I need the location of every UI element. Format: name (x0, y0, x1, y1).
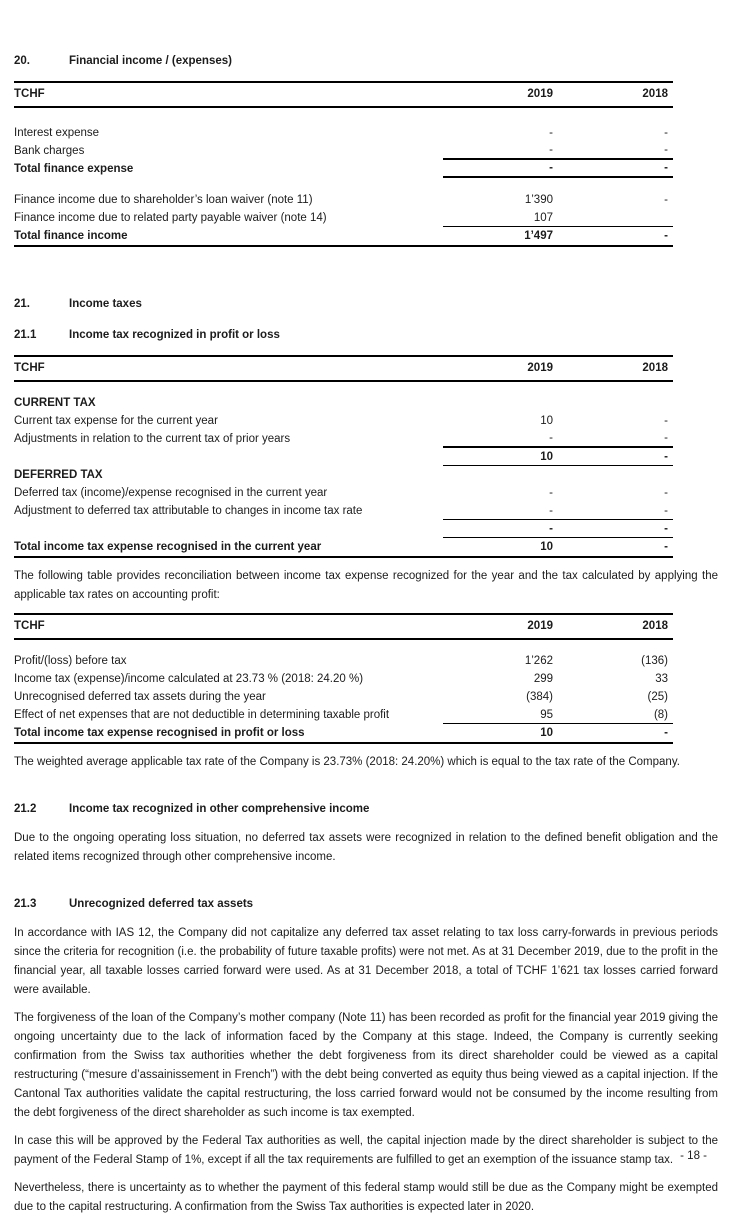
table-row (14, 706, 673, 724)
table-row (14, 502, 673, 520)
col-header-2019: 2019 (527, 88, 553, 100)
value-2018: - (664, 541, 668, 553)
tax-reconciliation-table (14, 613, 673, 744)
col-header-2018: 2018 (642, 362, 668, 374)
value-2018: - (664, 522, 668, 535)
row-label: Finance income due to shareholder’s loan waiver (note 11) (14, 194, 313, 206)
col-header-tchf: TCHF (14, 362, 45, 374)
table-row (14, 142, 673, 160)
row-label: Total finance income (14, 230, 128, 242)
value-2019: 1’390 (524, 194, 553, 206)
table-row (14, 670, 673, 688)
value-2019: - (549, 487, 553, 499)
row-label: CURRENT TAX (14, 397, 96, 409)
value-2019: (384) (526, 691, 553, 703)
section-number: 21.2 (14, 803, 37, 815)
value-2019: 10 (540, 415, 553, 427)
spacer-row (14, 382, 673, 394)
section-heading-21-3 (14, 897, 718, 912)
row-label: Adjustment to deferred tax attributable to changes in income tax rate (14, 505, 363, 517)
value-2019: 10 (540, 727, 553, 739)
row-label: Deferred tax (income)/expense recognised in the current year (14, 487, 328, 499)
spacer-row (14, 108, 673, 124)
table-row-total (14, 538, 673, 556)
value-2019: 10 (540, 450, 553, 463)
value-2018: - (664, 727, 668, 739)
finance-income-table (14, 81, 673, 247)
row-label: Unrecognised deferred tax assets during the year (14, 691, 266, 703)
paragraph-loan-forgiveness: The forgiveness of the loan of the Company’s mother company (Note 11) has been recorded as profit for the financial year 2019 giving the ongoing uncertainty due to the lack of information faced by the Company at this stage. Indeed, the Company is currently seeking confirmation from the Swiss tax authorities whether the debt forgiveness from its direct shareholder could be viewed as a capital restructuring (“mesure d’assainissement in French”) with the debt being converted as equity thus being viewed as a capital injection. If the Cantonal Tax authorities validate the capital restructuring, the loss carried forward would not be consumed by the income resulting from the debt forgiveness of the direct shareholder as such income is tax exempted. (14, 1012, 718, 1119)
table-row (14, 124, 673, 142)
row-label: Adjustments in relation to the current tax of prior years (14, 433, 291, 445)
value-2018: - (664, 487, 668, 499)
value-2019: 10 (540, 541, 553, 553)
value-2018: 33 (655, 673, 668, 685)
col-header-2019: 2019 (527, 620, 553, 632)
value-2019: 95 (540, 708, 553, 721)
col-header-tchf: TCHF (14, 88, 45, 100)
value-2018: - (664, 127, 668, 139)
paragraph-weighted-average: The weighted average applicable tax rate of the Company is 23.73% (2018: 24.20%) which is equal to the tax rate of the Company. (14, 756, 680, 768)
row-label: Total income tax expense recognised in the current year (14, 541, 322, 553)
table-row (14, 430, 673, 448)
section-heading-21-1 (14, 328, 718, 343)
section-heading-21-2 (14, 802, 718, 817)
value-2019: - (549, 144, 553, 156)
row-label: DEFERRED TAX (14, 469, 103, 481)
row-label: Current tax expense for the current year (14, 415, 218, 427)
table-row-total (14, 724, 673, 742)
value-2019: 299 (533, 673, 553, 685)
table-row-subtotal (14, 520, 673, 538)
page-number: - 18 - (680, 1150, 707, 1162)
table-row (14, 652, 673, 670)
value-2018: - (664, 450, 668, 463)
row-label: Profit/(loss) before tax (14, 655, 127, 667)
row-label: Income tax (expense)/income calculated at 23.73 % (2018: 24.20 %) (14, 673, 364, 685)
table-row-section (14, 394, 673, 412)
section-number: 21.3 (14, 898, 37, 910)
value-2018: - (664, 194, 668, 206)
value-2018: - (664, 162, 668, 174)
value-2019: - (549, 432, 553, 444)
col-header-tchf: TCHF (14, 620, 45, 632)
table-row (14, 412, 673, 430)
value-2019: 1’497 (524, 230, 553, 242)
section-title: Financial income / (expenses) (69, 55, 232, 67)
value-2019: 1’262 (524, 655, 553, 667)
row-label: Total finance expense (14, 163, 134, 175)
paragraph-nevertheless: Nevertheless, there is uncertainty as to whether the payment of this federal stamp would still be due as the Company might be exempted due to the capital restructuring. A confirmation from the Swiss Tax authorities is expected later in 2020. (14, 1182, 718, 1213)
paragraph-oci: Due to the ongoing operating loss situation, no deferred tax assets were recognized in relation to the defined benefit obligation and the related items recognized through other comprehensive income. (14, 832, 718, 863)
spacer-row (14, 178, 673, 191)
section-title: Income tax recognized in other comprehensive income (69, 803, 370, 815)
value-2018: - (664, 415, 668, 427)
section-title: Income tax recognized in profit or loss (69, 329, 280, 341)
value-2018: - (664, 230, 668, 242)
row-label: Effect of net expenses that are not deductible in determining taxable profit (14, 709, 390, 721)
section-number: 20. (14, 55, 30, 67)
spacer-row (14, 640, 673, 652)
table-row-total (14, 227, 673, 245)
col-header-2019: 2019 (527, 362, 553, 374)
section-heading-21 (14, 297, 718, 312)
value-2018: (8) (653, 708, 668, 721)
paragraph-federal-stamp: In case this will be approved by the Federal Tax authorities as well, the capital injection made by the direct shareholder is subject to the payment of the Federal Stamp of 1%, except if all the tax requirements are fulfilled to get an exemption of the issuance stamp tax. (14, 1135, 718, 1166)
table-row (14, 688, 673, 706)
table-header-row (14, 357, 673, 382)
table-row (14, 191, 673, 209)
table-row-total (14, 160, 673, 178)
income-tax-table (14, 355, 673, 558)
value-2018: (136) (641, 655, 668, 667)
section-title: Income taxes (69, 298, 142, 310)
value-2018: - (664, 144, 668, 156)
table-row (14, 209, 673, 227)
row-label: Total income tax expense recognised in profit or loss (14, 727, 305, 739)
paragraph-ias12: In accordance with IAS 12, the Company did not capitalize any deferred tax asset relating to tax loss carry-forwards in previous periods since the criteria for recognition (i.e. the probability of future taxable profits) were not met. As at 31 December 2019, due to the profit in the financial year, all taxable losses carried forward were used. As at 31 December 2018, a total of TCHF 1’621 tax losses carried forward were available. (14, 927, 718, 996)
value-2019: - (549, 162, 553, 174)
value-2018: (25) (647, 691, 668, 703)
value-2019: 107 (533, 211, 553, 224)
row-label: Finance income due to related party payable waiver (note 14) (14, 212, 327, 224)
section-title: Unrecognized deferred tax assets (69, 898, 254, 910)
value-2019: - (549, 504, 553, 517)
col-header-2018: 2018 (642, 88, 668, 100)
value-2019: - (549, 522, 553, 535)
section-number: 21.1 (14, 329, 37, 341)
section-number: 21. (14, 298, 30, 310)
table-row-section (14, 466, 673, 484)
value-2018: - (664, 504, 668, 517)
table-row (14, 484, 673, 502)
col-header-2018: 2018 (642, 620, 668, 632)
row-label: Bank charges (14, 145, 85, 157)
table-row-subtotal (14, 448, 673, 466)
paragraph-reconciliation-intro: The following table provides reconciliation between income tax expense recognized for the year and the tax calculated by applying the applicable tax rates on accounting profit: (14, 570, 718, 601)
section-heading-20 (14, 54, 718, 69)
table-header-row (14, 615, 673, 640)
table-header-row (14, 83, 673, 108)
value-2019: - (549, 127, 553, 139)
value-2018: - (664, 432, 668, 444)
row-label: Interest expense (14, 127, 100, 139)
